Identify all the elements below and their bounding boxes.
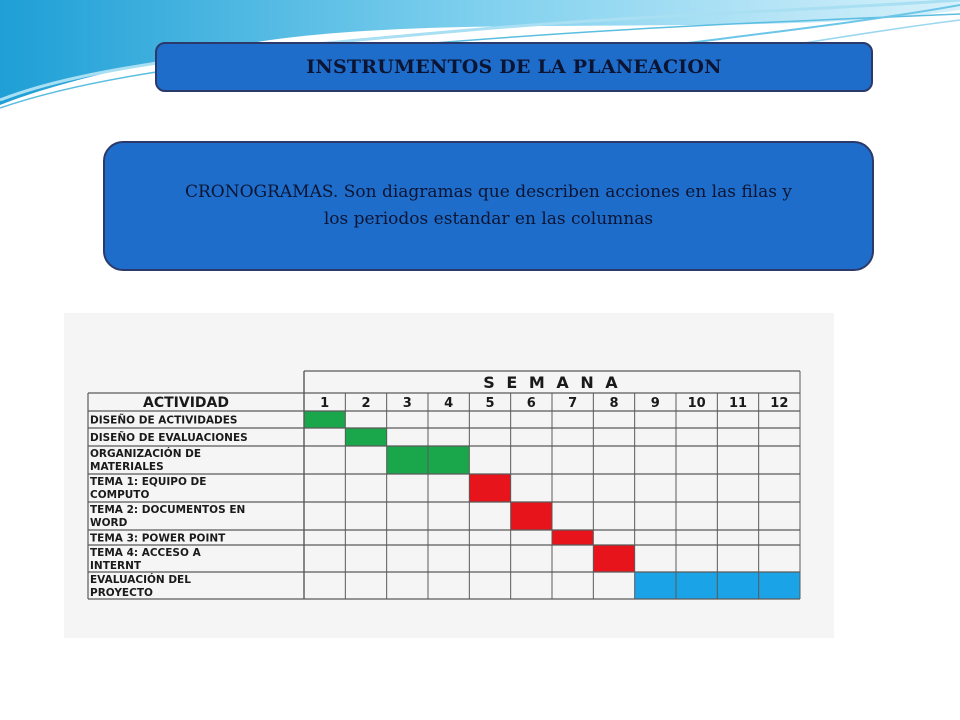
gantt-bar (345, 428, 386, 446)
period-header: S E M A N A (483, 373, 621, 392)
activity-label: TEMA 1: EQUIPO DE (90, 476, 207, 488)
activity-label: WORD (90, 517, 128, 529)
activity-label: DISEÑO DE ACTIVIDADES (90, 414, 238, 427)
week-label: 2 (361, 396, 371, 411)
activity-label: DISEÑO DE EVALUACIONES (90, 432, 248, 444)
slide-title: INSTRUMENTOS DE LA PLANEACION (155, 42, 873, 92)
gantt-bar (511, 502, 552, 530)
definition-line-2: los periodos estandar en las columnas (323, 209, 654, 229)
definition-line-1: CRONOGRAMAS. Son diagramas que describen acciones en las filas y (184, 182, 793, 202)
week-label: 4 (444, 396, 454, 411)
schedule-chart (64, 313, 834, 638)
week-label: 7 (568, 396, 578, 411)
gantt-table (64, 313, 834, 638)
gantt-bar (635, 572, 676, 599)
week-label: 6 (526, 396, 536, 411)
gantt-bar (759, 572, 800, 599)
activity-header: ACTIVIDAD (143, 395, 229, 411)
week-label: 5 (485, 396, 495, 411)
definition-box (103, 141, 874, 271)
activity-label: INTERNT (90, 560, 142, 572)
gantt-bar (469, 474, 510, 502)
activity-label: ORGANIZACIÓN DE (90, 448, 202, 460)
week-label: 3 (402, 396, 412, 411)
gantt-bar (428, 446, 469, 474)
activity-label: PROYECTO (90, 587, 153, 599)
activity-label: TEMA 3: POWER POINT (90, 532, 226, 545)
week-label: 8 (609, 396, 619, 411)
activity-label: TEMA 2: DOCUMENTOS EN (90, 504, 246, 516)
week-label: 1 (320, 396, 330, 411)
week-label: 11 (728, 396, 748, 411)
gantt-bar (552, 530, 593, 545)
gantt-bar (304, 411, 345, 428)
gantt-bar (593, 545, 634, 572)
activity-label: COMPUTO (90, 489, 150, 501)
definition-text (185, 179, 792, 233)
week-label: 12 (770, 396, 789, 411)
gantt-bar (717, 572, 758, 599)
activity-label: MATERIALES (90, 461, 164, 473)
week-label: 10 (687, 396, 706, 411)
activity-label: TEMA 4: ACCESO A (90, 547, 201, 559)
gantt-bar (387, 446, 428, 474)
week-label: 9 (650, 396, 660, 411)
activity-label: EVALUACIÓN DEL (90, 574, 191, 586)
gantt-bar (676, 572, 717, 599)
